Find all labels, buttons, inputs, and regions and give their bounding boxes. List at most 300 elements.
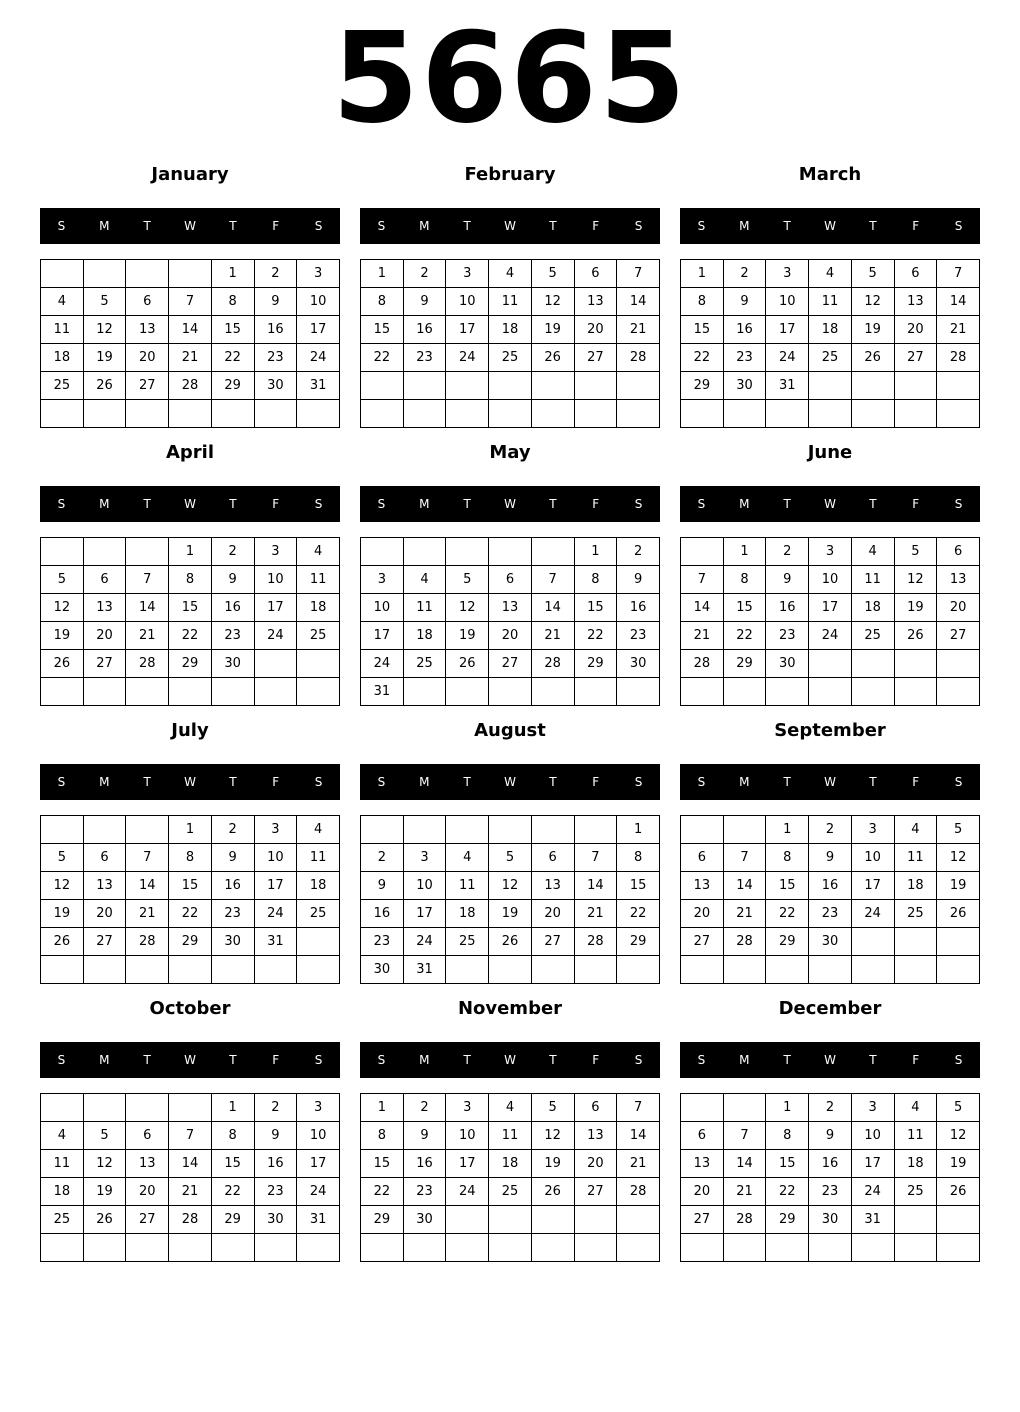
month-june — [680, 438, 980, 708]
week-row — [41, 872, 340, 900]
day-cell: 27 — [574, 1178, 617, 1206]
week-row — [361, 872, 660, 900]
day-cell: 12 — [531, 1122, 574, 1150]
day-cell: 14 — [169, 316, 212, 344]
month-march — [680, 160, 980, 430]
day-cell: 26 — [41, 650, 84, 678]
week-row — [41, 1206, 340, 1234]
day-cell: 2 — [766, 538, 809, 566]
day-cell: 23 — [361, 928, 404, 956]
week-row — [41, 594, 340, 622]
weekday-label: M — [419, 1053, 430, 1067]
day-cell — [851, 372, 894, 400]
day-grid — [40, 815, 340, 984]
weekday-label: W — [184, 497, 196, 511]
day-cell: 26 — [851, 344, 894, 372]
day-cell: 20 — [574, 1150, 617, 1178]
day-cell — [937, 372, 980, 400]
day-cell — [937, 956, 980, 984]
day-cell: 13 — [894, 288, 937, 316]
day-cell: 7 — [723, 844, 766, 872]
day-cell — [723, 1234, 766, 1262]
week-row — [361, 956, 660, 984]
weekday-label: F — [912, 1053, 920, 1067]
day-cell: 5 — [83, 288, 126, 316]
month-december — [680, 994, 980, 1264]
day-cell — [126, 1094, 169, 1122]
weekday-label: T — [549, 1053, 557, 1067]
day-cell: 27 — [489, 650, 532, 678]
day-cell: 25 — [894, 900, 937, 928]
day-grid — [680, 815, 980, 984]
month-name: December — [778, 998, 882, 1019]
weekday-header — [40, 486, 340, 522]
day-cell: 1 — [169, 816, 212, 844]
day-cell: 29 — [211, 372, 254, 400]
day-cell: 12 — [41, 872, 84, 900]
week-row — [361, 816, 660, 844]
day-cell: 16 — [254, 1150, 297, 1178]
day-cell: 7 — [531, 566, 574, 594]
day-cell — [723, 816, 766, 844]
day-cell: 17 — [297, 316, 340, 344]
week-row — [361, 1150, 660, 1178]
day-cell: 13 — [83, 872, 126, 900]
day-cell: 31 — [297, 1206, 340, 1234]
weekday-label: T — [229, 1053, 237, 1067]
day-cell: 16 — [809, 872, 852, 900]
weekday-label: S — [377, 775, 386, 789]
day-cell: 4 — [894, 816, 937, 844]
day-cell: 9 — [723, 288, 766, 316]
weekday-label: M — [419, 497, 430, 511]
day-cell — [446, 1206, 489, 1234]
day-cell: 19 — [894, 594, 937, 622]
day-cell — [254, 678, 297, 706]
day-cell: 26 — [531, 344, 574, 372]
day-cell: 18 — [297, 872, 340, 900]
week-row — [681, 316, 980, 344]
day-cell: 31 — [766, 372, 809, 400]
weekday-label: W — [504, 497, 516, 511]
weekday-label: T — [229, 219, 237, 233]
day-cell: 30 — [766, 650, 809, 678]
weekday-label: F — [912, 219, 920, 233]
day-cell: 15 — [169, 872, 212, 900]
day-cell — [169, 1094, 212, 1122]
week-row — [681, 1178, 980, 1206]
day-cell: 11 — [41, 1150, 84, 1178]
day-cell: 26 — [41, 928, 84, 956]
week-row — [41, 844, 340, 872]
day-cell — [617, 678, 660, 706]
day-cell — [681, 816, 724, 844]
day-cell: 20 — [574, 316, 617, 344]
day-cell — [723, 1094, 766, 1122]
week-row — [41, 316, 340, 344]
day-cell: 18 — [489, 1150, 532, 1178]
day-cell: 5 — [531, 1094, 574, 1122]
day-cell: 16 — [211, 872, 254, 900]
day-cell — [723, 400, 766, 428]
day-cell — [403, 816, 446, 844]
week-row — [681, 928, 980, 956]
weekday-label: S — [697, 1053, 706, 1067]
day-cell: 27 — [126, 372, 169, 400]
month-name: October — [149, 998, 231, 1019]
day-cell: 15 — [361, 1150, 404, 1178]
day-cell: 23 — [211, 622, 254, 650]
weekday-label: T — [869, 1053, 877, 1067]
day-cell: 17 — [297, 1150, 340, 1178]
day-cell — [937, 400, 980, 428]
day-cell — [83, 1234, 126, 1262]
day-cell: 21 — [617, 1150, 660, 1178]
day-cell — [446, 400, 489, 428]
day-cell: 20 — [894, 316, 937, 344]
day-cell: 23 — [766, 622, 809, 650]
weekday-header — [360, 208, 660, 244]
day-cell: 28 — [617, 344, 660, 372]
week-row — [41, 1234, 340, 1262]
day-cell: 31 — [403, 956, 446, 984]
month-name: November — [457, 998, 563, 1019]
day-cell: 25 — [403, 650, 446, 678]
day-cell: 4 — [297, 816, 340, 844]
day-cell: 30 — [211, 928, 254, 956]
day-cell: 10 — [851, 844, 894, 872]
weekday-label: W — [184, 219, 196, 233]
day-cell — [446, 816, 489, 844]
day-cell: 4 — [489, 260, 532, 288]
day-cell: 25 — [489, 1178, 532, 1206]
week-row — [681, 900, 980, 928]
day-cell: 18 — [41, 344, 84, 372]
day-cell: 3 — [403, 844, 446, 872]
day-cell: 8 — [681, 288, 724, 316]
day-cell: 5 — [41, 844, 84, 872]
day-cell: 13 — [489, 594, 532, 622]
day-cell: 5 — [446, 566, 489, 594]
day-cell: 24 — [766, 344, 809, 372]
week-row — [681, 622, 980, 650]
day-grid — [40, 1093, 340, 1262]
day-cell — [531, 678, 574, 706]
day-grid — [360, 537, 660, 706]
day-cell: 2 — [617, 538, 660, 566]
week-row — [681, 650, 980, 678]
day-cell: 11 — [894, 1122, 937, 1150]
weekday-label: T — [143, 497, 151, 511]
day-cell: 23 — [254, 344, 297, 372]
weekday-label: W — [184, 1053, 196, 1067]
day-cell — [574, 956, 617, 984]
week-row — [361, 260, 660, 288]
day-cell: 21 — [681, 622, 724, 650]
year-title: 5665 — [332, 6, 688, 151]
month-name: July — [171, 720, 209, 741]
weekday-header — [40, 1042, 340, 1078]
weekday-label: F — [592, 775, 600, 789]
day-cell: 11 — [489, 288, 532, 316]
day-cell: 11 — [851, 566, 894, 594]
day-cell — [617, 956, 660, 984]
week-row — [681, 1206, 980, 1234]
day-cell — [809, 650, 852, 678]
day-cell: 5 — [489, 844, 532, 872]
week-row — [681, 594, 980, 622]
day-cell — [851, 956, 894, 984]
day-cell: 7 — [169, 288, 212, 316]
day-cell: 16 — [254, 316, 297, 344]
week-row — [361, 288, 660, 316]
day-cell: 8 — [766, 844, 809, 872]
day-cell: 19 — [937, 872, 980, 900]
weekday-label: S — [634, 775, 643, 789]
day-cell: 27 — [531, 928, 574, 956]
day-cell: 19 — [851, 316, 894, 344]
weekday-label: S — [697, 219, 706, 233]
day-cell: 15 — [766, 872, 809, 900]
day-cell — [851, 400, 894, 428]
day-cell: 23 — [211, 900, 254, 928]
weekday-label: T — [783, 497, 791, 511]
day-cell — [297, 956, 340, 984]
day-cell — [489, 400, 532, 428]
day-cell: 13 — [126, 1150, 169, 1178]
day-cell: 29 — [211, 1206, 254, 1234]
day-cell: 4 — [297, 538, 340, 566]
day-cell: 8 — [361, 288, 404, 316]
weekday-label: F — [912, 775, 920, 789]
day-cell: 18 — [41, 1178, 84, 1206]
day-cell: 30 — [254, 1206, 297, 1234]
day-cell: 20 — [489, 622, 532, 650]
day-cell: 17 — [851, 1150, 894, 1178]
day-cell: 22 — [211, 344, 254, 372]
month-february — [360, 160, 660, 430]
day-cell: 4 — [809, 260, 852, 288]
week-row — [681, 344, 980, 372]
weekday-label: T — [549, 497, 557, 511]
day-cell — [169, 956, 212, 984]
day-cell: 3 — [851, 1094, 894, 1122]
weekday-label: T — [783, 1053, 791, 1067]
day-cell: 31 — [254, 928, 297, 956]
day-grid — [680, 259, 980, 428]
day-cell: 24 — [254, 900, 297, 928]
day-cell — [489, 1206, 532, 1234]
day-cell: 1 — [169, 538, 212, 566]
week-row — [361, 1234, 660, 1262]
day-cell: 28 — [617, 1178, 660, 1206]
day-cell: 24 — [851, 900, 894, 928]
day-cell — [41, 678, 84, 706]
day-cell — [894, 956, 937, 984]
day-cell — [489, 678, 532, 706]
weekday-label: S — [314, 219, 323, 233]
day-cell: 22 — [169, 900, 212, 928]
weekday-label: T — [143, 219, 151, 233]
day-cell — [83, 816, 126, 844]
day-cell: 24 — [254, 622, 297, 650]
day-cell: 29 — [723, 650, 766, 678]
day-cell — [403, 400, 446, 428]
day-cell — [681, 538, 724, 566]
day-cell — [894, 1206, 937, 1234]
day-cell — [126, 400, 169, 428]
day-cell: 12 — [83, 1150, 126, 1178]
day-cell — [937, 678, 980, 706]
day-cell: 4 — [489, 1094, 532, 1122]
day-cell — [254, 400, 297, 428]
month-name: June — [807, 442, 853, 463]
weekday-header — [680, 1042, 980, 1078]
weekday-label: S — [314, 497, 323, 511]
day-cell: 29 — [766, 928, 809, 956]
day-cell: 23 — [809, 900, 852, 928]
day-cell: 22 — [361, 1178, 404, 1206]
day-cell: 7 — [723, 1122, 766, 1150]
day-cell: 3 — [297, 260, 340, 288]
day-cell — [531, 816, 574, 844]
weekday-label: S — [377, 1053, 386, 1067]
day-cell: 7 — [126, 566, 169, 594]
day-cell: 30 — [254, 372, 297, 400]
day-cell: 21 — [937, 316, 980, 344]
day-cell — [403, 372, 446, 400]
day-grid — [360, 259, 660, 428]
day-cell: 25 — [41, 1206, 84, 1234]
day-cell: 18 — [809, 316, 852, 344]
week-row — [41, 566, 340, 594]
day-cell — [41, 816, 84, 844]
day-cell: 17 — [446, 1150, 489, 1178]
weekday-label: F — [272, 1053, 280, 1067]
day-cell: 22 — [617, 900, 660, 928]
week-row — [41, 1178, 340, 1206]
day-cell: 8 — [574, 566, 617, 594]
day-cell — [894, 1234, 937, 1262]
day-cell: 9 — [211, 566, 254, 594]
day-cell: 24 — [446, 1178, 489, 1206]
day-cell — [809, 956, 852, 984]
day-cell: 28 — [169, 1206, 212, 1234]
day-cell: 9 — [766, 566, 809, 594]
day-cell: 16 — [723, 316, 766, 344]
day-grid — [680, 537, 980, 706]
weekday-label: M — [99, 1053, 110, 1067]
day-cell: 28 — [681, 650, 724, 678]
day-cell: 20 — [531, 900, 574, 928]
day-cell: 18 — [894, 872, 937, 900]
day-cell: 19 — [446, 622, 489, 650]
day-cell: 5 — [851, 260, 894, 288]
day-cell: 17 — [254, 872, 297, 900]
day-cell: 10 — [297, 1122, 340, 1150]
day-cell: 1 — [361, 1094, 404, 1122]
weekday-label: F — [912, 497, 920, 511]
day-cell: 29 — [169, 928, 212, 956]
day-cell — [403, 1234, 446, 1262]
weekday-label: S — [57, 219, 66, 233]
day-cell: 9 — [403, 1122, 446, 1150]
day-cell: 21 — [531, 622, 574, 650]
day-cell: 2 — [254, 1094, 297, 1122]
day-cell: 23 — [403, 344, 446, 372]
day-cell — [126, 260, 169, 288]
week-row — [41, 344, 340, 372]
weekday-label: S — [314, 775, 323, 789]
day-cell — [211, 1234, 254, 1262]
day-cell: 3 — [446, 260, 489, 288]
day-cell — [83, 538, 126, 566]
day-cell — [41, 538, 84, 566]
day-cell — [211, 400, 254, 428]
day-cell: 28 — [723, 1206, 766, 1234]
day-cell: 25 — [894, 1178, 937, 1206]
day-cell: 24 — [361, 650, 404, 678]
day-cell: 2 — [211, 538, 254, 566]
day-cell: 31 — [851, 1206, 894, 1234]
week-row — [681, 872, 980, 900]
day-cell: 23 — [723, 344, 766, 372]
day-cell: 2 — [809, 816, 852, 844]
day-cell: 23 — [809, 1178, 852, 1206]
day-cell: 12 — [851, 288, 894, 316]
day-cell — [169, 678, 212, 706]
day-cell: 24 — [297, 1178, 340, 1206]
day-cell: 7 — [574, 844, 617, 872]
day-cell: 6 — [531, 844, 574, 872]
day-cell: 6 — [83, 566, 126, 594]
week-row — [681, 372, 980, 400]
day-cell — [446, 1234, 489, 1262]
day-cell — [531, 1206, 574, 1234]
day-cell — [361, 372, 404, 400]
week-row — [681, 816, 980, 844]
day-cell: 1 — [766, 816, 809, 844]
day-cell: 31 — [297, 372, 340, 400]
week-row — [361, 678, 660, 706]
day-cell: 24 — [809, 622, 852, 650]
month-september — [680, 716, 980, 986]
weekday-label: T — [869, 219, 877, 233]
day-cell: 5 — [937, 1094, 980, 1122]
day-cell: 6 — [894, 260, 937, 288]
day-cell: 19 — [83, 344, 126, 372]
day-cell: 17 — [446, 316, 489, 344]
week-row — [41, 1150, 340, 1178]
day-cell: 3 — [851, 816, 894, 844]
day-cell — [403, 678, 446, 706]
day-cell: 18 — [297, 594, 340, 622]
week-row — [361, 622, 660, 650]
day-cell: 7 — [617, 1094, 660, 1122]
day-cell — [894, 678, 937, 706]
week-row — [361, 372, 660, 400]
day-cell: 10 — [297, 288, 340, 316]
weekday-label: M — [739, 497, 750, 511]
day-cell: 6 — [574, 1094, 617, 1122]
day-cell: 8 — [211, 288, 254, 316]
day-cell: 27 — [126, 1206, 169, 1234]
week-row — [681, 288, 980, 316]
day-cell: 10 — [446, 1122, 489, 1150]
day-cell — [126, 538, 169, 566]
week-row — [41, 900, 340, 928]
weekday-label: M — [739, 775, 750, 789]
